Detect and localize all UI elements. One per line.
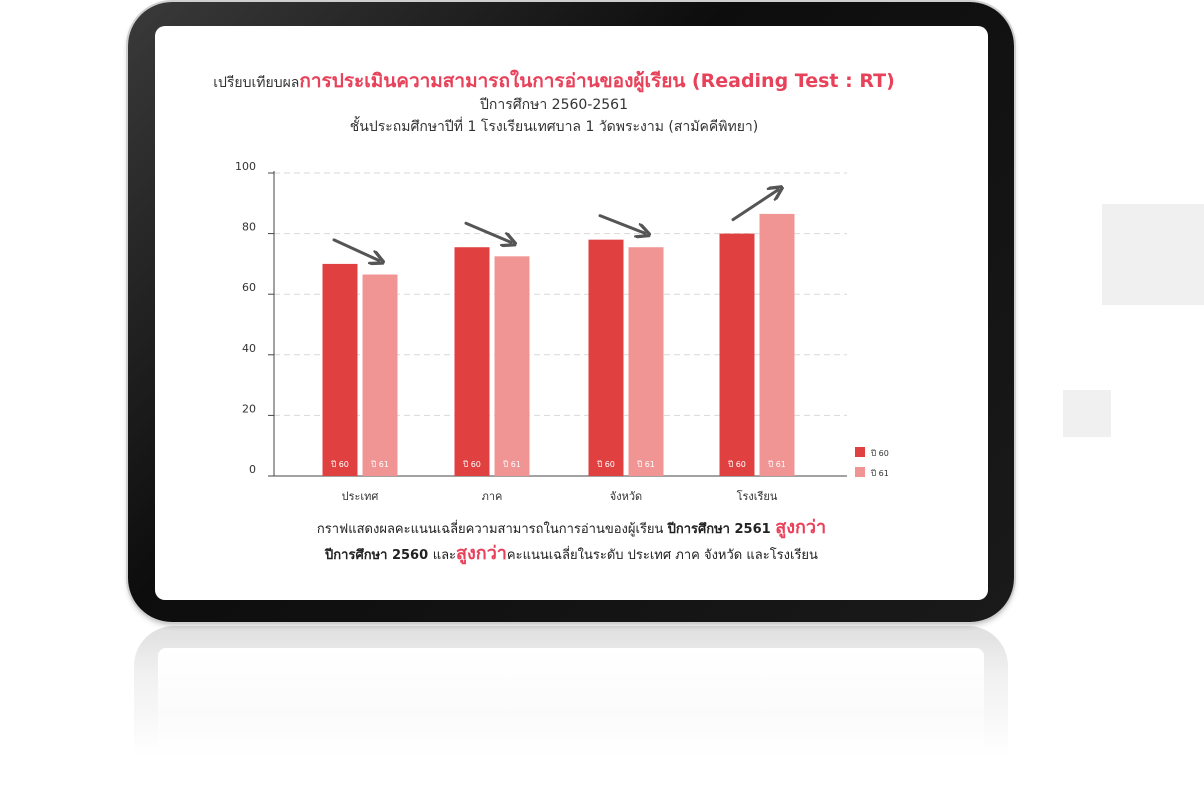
bar-2560 — [455, 247, 490, 476]
decorative-square — [1102, 204, 1204, 305]
bar-2560 — [589, 240, 624, 476]
caption-text-1: กราฟแสดงผลคะแนนเฉลี่ยความสามารถในการอ่านของผู้เรียน — [316, 522, 668, 537]
category-label: โรงเรียน — [736, 490, 778, 503]
bar-label: ปี 60 — [463, 460, 481, 469]
trend-arrow-down — [334, 240, 379, 261]
category-label: จังหวัด — [609, 490, 643, 503]
bar-2560 — [323, 264, 358, 476]
tablet-frame — [128, 2, 1014, 622]
caption-accent-1: สูงกว่า — [775, 517, 827, 538]
chart-subtitle-year: ปีการศึกษา 2560-2561 — [480, 97, 628, 113]
bar-label: ปี 61 — [503, 460, 521, 469]
trend-arrow-down — [466, 223, 511, 242]
legend-swatch — [855, 447, 865, 457]
caption-bold-1: ปีการศึกษา 2561 — [667, 522, 776, 537]
bar-label: ปี 60 — [331, 460, 349, 469]
y-tick-label: 0 — [249, 463, 256, 476]
caption-line-2 — [155, 538, 988, 567]
bar-2561 — [629, 247, 664, 476]
y-tick-label: 100 — [235, 160, 256, 173]
title-prefix: เปรียบเทียบผล — [213, 75, 300, 91]
bar-label: ปี 60 — [728, 460, 746, 469]
y-tick-label: 40 — [242, 341, 256, 355]
bar-2561 — [495, 256, 530, 476]
caption-text-2b: คะแนนเฉลี่ยในระดับ ประเทศ ภาค จังหวัด และโรงเรียน — [506, 548, 818, 563]
y-tick-label: 80 — [242, 220, 256, 234]
tablet-reflection — [134, 626, 1008, 756]
caption-text-2a: และ — [432, 548, 457, 563]
bar-label: ปี 61 — [637, 460, 655, 469]
bar-label: ปี 60 — [597, 460, 615, 469]
legend-label: ปี 60 — [871, 449, 889, 458]
chart-subtitle-school: ชั้นประถมศึกษาปีที่ 1 โรงเรียนเทศบาล 1 วัดพระงาม (สามัคคีพิทยา) — [349, 119, 759, 135]
reflection-screen — [158, 648, 984, 758]
legend-label: ปี 61 — [871, 469, 889, 478]
bar-2561 — [760, 214, 795, 476]
caption-accent-2: สูงกว่า — [456, 543, 507, 564]
legend-swatch — [855, 467, 865, 477]
title-highlight: การประเมินความสามารถในการอ่านของผู้เรียน (Reading Test : RT) — [299, 70, 895, 92]
caption-bold-2: ปีการศึกษา 2560 — [325, 548, 433, 563]
decorative-square-small — [1063, 390, 1111, 437]
y-tick-label: 20 — [242, 402, 256, 416]
category-label: ประเทศ — [341, 490, 379, 503]
bar-label: ปี 61 — [371, 460, 389, 469]
category-label: ภาค — [481, 490, 503, 503]
caption-line-1 — [155, 512, 988, 541]
bar-2561 — [363, 275, 398, 476]
tablet-screen — [155, 26, 988, 600]
bar-label: ปี 61 — [768, 460, 786, 469]
bar-2560 — [720, 234, 755, 476]
trend-arrow-down — [600, 216, 645, 234]
y-tick-label: 60 — [242, 281, 256, 295]
